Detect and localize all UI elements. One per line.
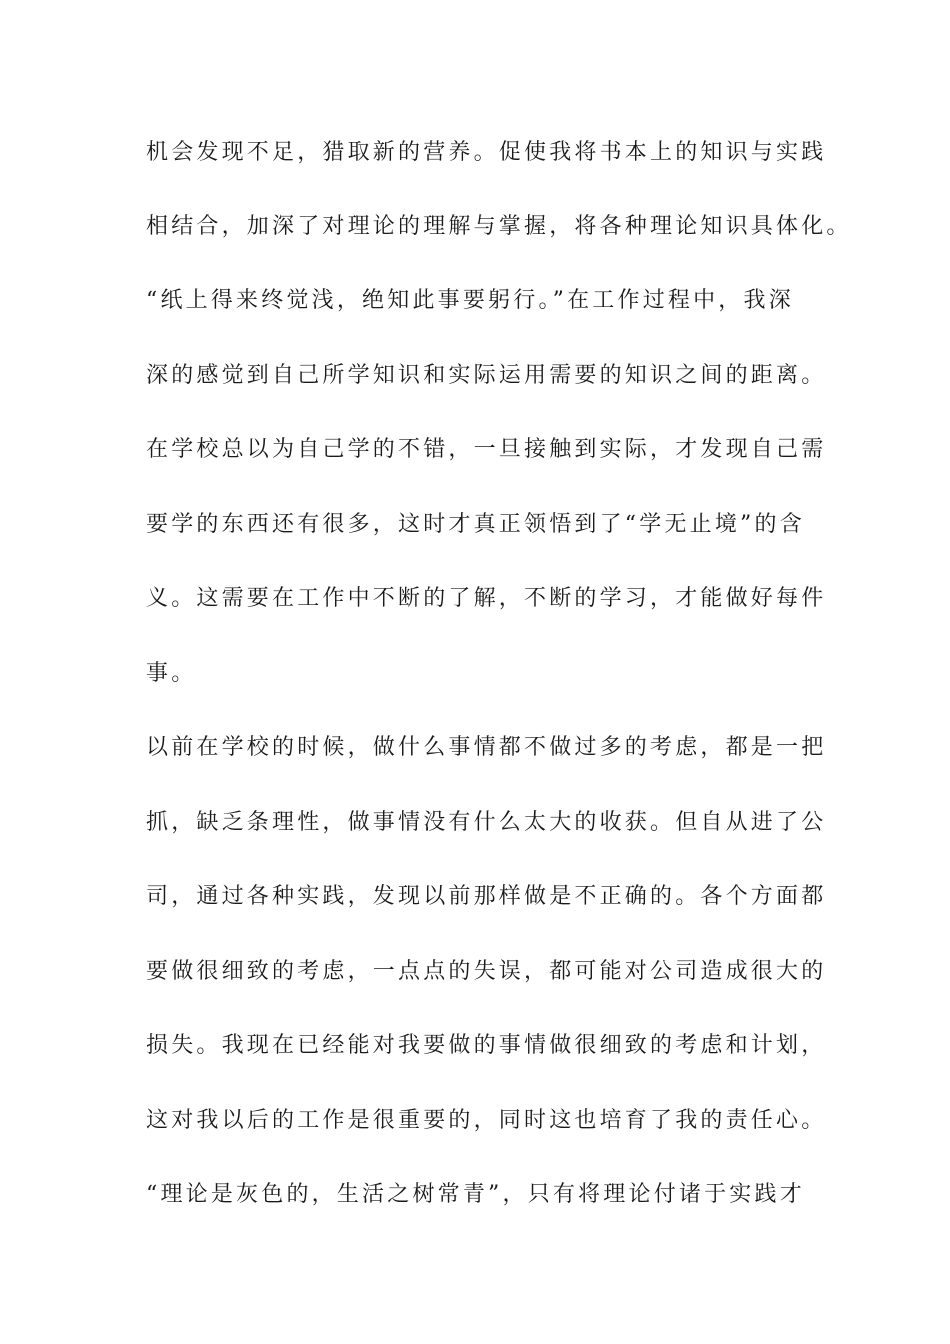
text-line: 义。这需要在工作中不断的了解，不断的学习，才能做好每件	[146, 586, 827, 611]
text-line: 损失。我现在已经能对我要做的事情做很细致的考虑和计划，	[146, 1033, 827, 1058]
text-line: 以前在学校的时候，做什么事情都不做过多的考虑，都是一把	[146, 735, 827, 760]
text-line: 要做很细致的考虑，一点点的失误，都可能对公司造成很大的	[146, 959, 827, 984]
text-line: 机会发现不足，猎取新的营养。促使我将书本上的知识与实践	[146, 140, 827, 165]
text-line: 司，通过各种实践，发现以前那样做是不正确的。各个方面都	[146, 884, 827, 909]
text-line: 事。	[146, 661, 197, 686]
text-line: 要学的东西还有很多，这时才真正领悟到了“学无止境”的含	[146, 512, 805, 537]
text-line: 相结合，加深了对理论的理解与掌握，将各种理论知识具体化。	[146, 214, 852, 239]
text-line: 这对我以后的工作是很重要的，同时这也培育了我的责任心。	[146, 1108, 827, 1133]
text-line: “纸上得来终觉浅，绝知此事要躬行。”在工作过程中，我深	[146, 288, 794, 313]
text-line: 在学校总以为自己学的不错，一旦接触到实际，才发现自己需	[146, 437, 827, 462]
text-line: 深的感觉到自己所学知识和实际运用需要的知识之间的距离。	[146, 363, 827, 388]
text-line: 抓，缺乏条理性，做事情没有什么太大的收获。但自从进了公	[146, 810, 827, 835]
text-line: “理论是灰色的，生活之树常青”，只有将理论付诸于实践才	[146, 1182, 805, 1207]
